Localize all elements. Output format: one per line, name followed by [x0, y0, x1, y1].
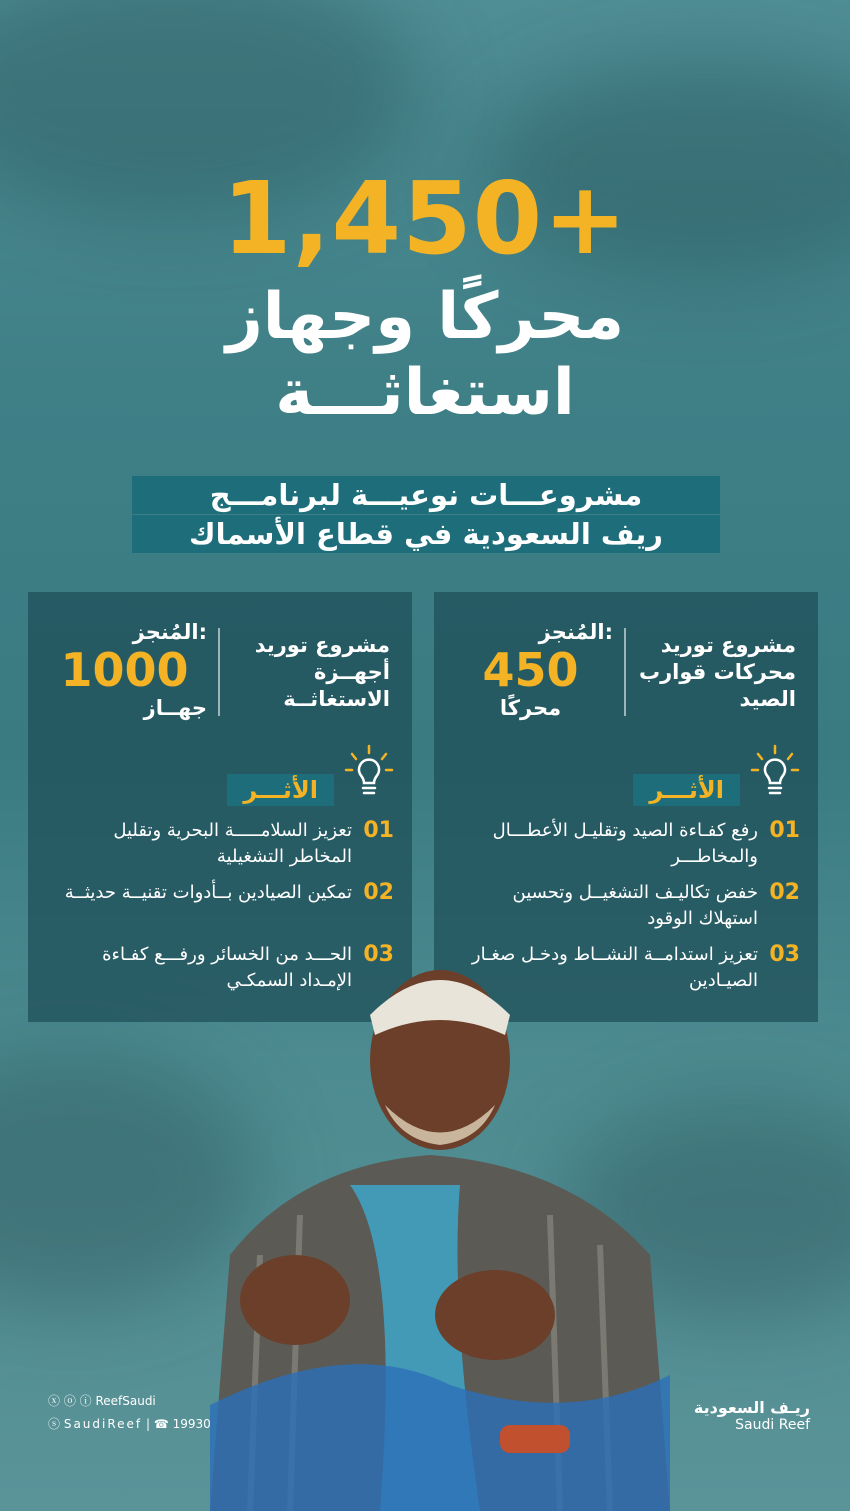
brand-english: Saudi Reef	[735, 1417, 810, 1433]
lightbulb-icon	[750, 744, 800, 800]
item-number: 03	[363, 942, 394, 967]
impact-item	[49, 818, 394, 874]
project-title: مشروع توريد أجهــزة الاستغاثــة	[254, 633, 390, 711]
snapchat-icon: ⓢ	[48, 1417, 64, 1431]
social-footer: ⓧ ⓞ ⓘ ReefSaudi ⓢ SaudiReef | ☎ 19930	[48, 1394, 211, 1431]
item-text: تمكين الصيادين بــأدوات تقنيــة حديثــة	[64, 882, 352, 903]
brand-arabic: ريـف السعودية	[693, 1398, 810, 1417]
achievement-unit: جهــاز	[143, 696, 207, 720]
item-text: تعزيز السلامـــــة البحرية وتقليل المخاطر التشغيلية	[113, 820, 352, 867]
achievement-unit: محركًا	[499, 696, 562, 720]
achievement-label: المُنجز:	[132, 620, 207, 644]
achievement-value: 450	[482, 643, 579, 697]
item-number: 02	[363, 880, 394, 905]
item-text: الحـــد من الخسائر ورفـــع كفـاءة الإمـداد السمكـي	[102, 944, 352, 991]
item-text: تعزيز استدامــة النشــاط ودخـل صغـار الصيـادين	[471, 944, 758, 991]
item-text: رفع كفـاءة الصيد وتقليـل الأعطـــال والمخاطـــر	[492, 820, 758, 867]
divider	[624, 628, 626, 716]
social-handle[interactable]: ReefSaudi	[95, 1394, 156, 1408]
headline-line1: محركًا وجهاز	[225, 280, 625, 354]
headset-icon: ☎	[153, 1417, 169, 1431]
social-icons: ⓧ ⓞ ⓘ	[48, 1394, 96, 1408]
item-number: 02	[769, 880, 800, 905]
brand-logo	[694, 1398, 810, 1433]
item-number: 01	[363, 818, 394, 843]
impact-label: الأثـــر	[227, 774, 334, 806]
headline-line2: استغاثـــة	[275, 356, 575, 430]
headline-number: 1,450+	[221, 160, 629, 277]
impact-label: الأثـــر	[633, 774, 740, 806]
item-text: خفض تكاليـف التشغيــل وتحسين استهلاك الوقود	[512, 882, 758, 929]
phone-number[interactable]: 19930	[172, 1417, 211, 1431]
impact-item	[455, 818, 800, 874]
lightbulb-icon	[344, 744, 394, 800]
item-number: 01	[769, 818, 800, 843]
divider	[218, 628, 220, 716]
impact-item	[455, 880, 800, 936]
subtitle-line2: ريف السعودية في قطاع الأسماك	[132, 515, 720, 553]
item-number: 03	[769, 942, 800, 967]
project-title: مشروع توريد محركات قوارب الصيد	[638, 633, 796, 711]
subtitle-line1: مشروعـــات نوعيـــة لبرنامـــج	[132, 476, 720, 514]
achievement-value: 1000	[60, 643, 189, 697]
impact-item	[49, 880, 394, 936]
achievement-label: المُنجز:	[538, 620, 613, 644]
handle2[interactable]: SaudiReef	[63, 1417, 143, 1431]
fisherman-photo	[150, 955, 710, 1511]
